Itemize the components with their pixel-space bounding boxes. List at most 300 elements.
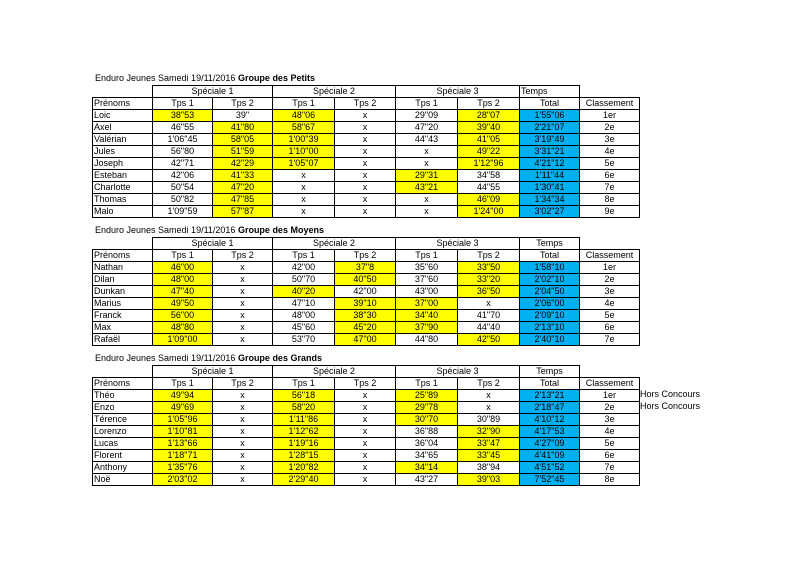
total-time-cell: 3'19"49 [520,134,580,146]
rank-cell: 5e [580,158,640,170]
stage-time-cell: 48"80 [153,322,213,334]
section-title-prefix: Enduro Jeunes Samedi 19/11/2016 [95,73,238,83]
hors-concours-note: Hors Concours [640,389,701,399]
stage-time-cell: 38"30 [335,310,396,322]
stage-time-cell: 35"60 [396,262,458,274]
stage-time-cell: x [335,194,396,206]
stage-time-cell: x [273,206,335,218]
hors-concours-note: Hors Concours [640,401,701,411]
stage-time-cell: x [335,158,396,170]
stage-time-cell: 36"04 [396,438,458,450]
stage-time-cell: 1'12"96 [458,158,520,170]
total-time-cell: 4'27"09 [520,438,580,450]
rank-cell: 6e [580,450,640,462]
stage-time-cell: 1'09"59 [153,206,213,218]
rider-name-cell: Enzo [93,402,153,414]
stage-time-cell: x [335,462,396,474]
stage-time-cell: 47"85 [213,194,273,206]
stage-time-cell: 47"20 [213,182,273,194]
table-row [93,462,640,474]
table-row [93,450,640,462]
stage-time-cell: 41"70 [458,310,520,322]
rider-name-cell: Nathan [93,262,153,274]
stage-time-cell: x [213,334,273,346]
stage-time-cell: x [335,402,396,414]
total-time-cell: 1'34"34 [520,194,580,206]
speciale-group-header: Spéciale 2 [273,238,396,250]
stage-time-cell: 2'03"02 [153,474,213,486]
stage-time-cell: 44"43 [396,134,458,146]
stage-time-cell: 1'06"45 [153,134,213,146]
rank-cell: 1er [580,390,640,402]
stage-time-cell: x [213,414,273,426]
stage-time-cell: 37"60 [396,274,458,286]
stage-time-cell: x [335,110,396,122]
rank-cell: 4e [580,426,640,438]
stage-time-cell: 1'28"15 [273,450,335,462]
column-header: Prénoms [93,250,153,262]
speciale-group-header: Spéciale 3 [396,366,520,378]
stage-time-cell: x [213,438,273,450]
header-spacer [93,86,153,98]
stage-time-cell: 39"10 [335,298,396,310]
stage-time-cell: x [396,194,458,206]
rank-cell: 4e [580,298,640,310]
stage-time-cell: 33"50 [458,262,520,274]
rank-cell: 8e [580,194,640,206]
section-title [95,225,495,235]
rank-cell: 1er [580,110,640,122]
total-time-cell: 1'55"06 [520,110,580,122]
stage-time-cell: 48"00 [273,310,335,322]
table-row [93,194,640,206]
stage-time-cell: 58"67 [273,122,335,134]
column-header: Tps 1 [273,250,335,262]
stage-time-cell: x [335,182,396,194]
stage-time-cell: 1'13"66 [153,438,213,450]
stage-time-cell: 48"06 [273,110,335,122]
rider-name-cell: Florent [93,450,153,462]
stage-time-cell: 44"55 [458,182,520,194]
rank-cell: 6e [580,170,640,182]
rider-name-cell: Thomas [93,194,153,206]
stage-time-cell: 39" [213,110,273,122]
rider-name-cell: Jules [93,146,153,158]
table-row [93,158,640,170]
total-time-cell: 2'40"10 [520,334,580,346]
header-spacer [93,366,153,378]
rank-cell: 2e [580,274,640,286]
total-time-cell: 4'51"52 [520,462,580,474]
stage-time-cell: 1'24"00 [458,206,520,218]
stage-time-cell: 47"40 [153,286,213,298]
rider-name-cell: Joseph [93,158,153,170]
stage-time-cell: 46"00 [153,262,213,274]
temps-group-header: Temps [520,366,580,378]
stage-time-cell: x [335,414,396,426]
column-header: Tps 1 [273,378,335,390]
stage-time-cell: 39"40 [458,122,520,134]
column-header: Tps 1 [396,250,458,262]
total-time-cell: 2'09"10 [520,310,580,322]
total-time-cell: 2'18"47 [520,402,580,414]
section-title-prefix: Enduro Jeunes Samedi 19/11/2016 [95,353,238,363]
column-header: Total [520,98,580,110]
column-header: Tps 2 [335,250,396,262]
rank-cell: 3e [580,286,640,298]
rider-name-cell: Max [93,322,153,334]
rank-cell: 3e [580,414,640,426]
stage-time-cell: 44"40 [458,322,520,334]
rider-name-cell: Valérian [93,134,153,146]
stage-time-cell: 28"07 [458,110,520,122]
stage-time-cell: 1'12"62 [273,426,335,438]
table-row [93,146,640,158]
total-time-cell: 3'02"27 [520,206,580,218]
stage-time-cell: x [273,170,335,182]
stage-time-cell: 29"78 [396,402,458,414]
total-time-cell: 4'21"12 [520,158,580,170]
column-header: Tps 1 [153,378,213,390]
total-time-cell: 1'30"41 [520,182,580,194]
stage-time-cell: 42"00 [335,286,396,298]
stage-time-cell: 36"50 [458,286,520,298]
stage-time-cell: 47"20 [396,122,458,134]
column-header: Tps 1 [153,250,213,262]
stage-time-cell: x [396,146,458,158]
stage-time-cell: x [335,122,396,134]
rank-cell: 3e [580,134,640,146]
total-time-cell: 2'21"07 [520,122,580,134]
stage-time-cell: 42"71 [153,158,213,170]
stage-time-cell: 51"59 [213,146,273,158]
stage-time-cell: 43"00 [396,286,458,298]
stage-time-cell: 38"94 [458,462,520,474]
column-header: Tps 2 [335,378,396,390]
column-header: Tps 2 [458,98,520,110]
stage-time-cell: x [213,310,273,322]
rider-name-cell: Marius [93,298,153,310]
stage-time-cell: x [458,390,520,402]
header-spacer [580,238,640,250]
speciale-group-header: Spéciale 1 [153,86,273,98]
column-header-row [93,98,640,110]
stage-time-cell: 34"40 [396,310,458,322]
table-row [93,298,640,310]
stage-time-cell: 47"00 [335,334,396,346]
table-row [93,134,640,146]
column-header: Tps 1 [273,98,335,110]
table-row [93,402,640,414]
rider-name-cell: Malo [93,206,153,218]
total-time-cell: 4'10"12 [520,414,580,426]
temps-group-header: Temps [520,238,580,250]
stage-time-cell: 37"8 [335,262,396,274]
rank-cell: 9e [580,206,640,218]
stage-time-cell: 43"21 [396,182,458,194]
stage-time-cell: 37"90 [396,322,458,334]
stage-time-cell: 50"54 [153,182,213,194]
stage-time-cell: 46"09 [458,194,520,206]
total-time-cell: 2'02"10 [520,274,580,286]
stage-time-cell: 30"70 [396,414,458,426]
rank-cell: 6e [580,322,640,334]
column-header-row [93,250,640,262]
stage-time-cell: x [213,274,273,286]
stage-time-cell: 49"50 [153,298,213,310]
total-time-cell: 2'04"50 [520,286,580,298]
rank-cell: 7e [580,462,640,474]
stage-time-cell: 58"05 [213,134,273,146]
column-header: Tps 2 [213,98,273,110]
total-time-cell: 2'06"00 [520,298,580,310]
rider-name-cell: Dilan [93,274,153,286]
stage-time-cell: 1'19"16 [273,438,335,450]
stage-time-cell: 42"50 [458,334,520,346]
column-header: Total [520,378,580,390]
column-header: Tps 2 [213,378,273,390]
stage-time-cell: 1'35"76 [153,462,213,474]
stage-time-cell: 58"20 [273,402,335,414]
stage-time-cell: x [213,474,273,486]
stage-time-cell: x [213,426,273,438]
stage-time-cell: 1'09"00 [153,334,213,346]
column-header: Tps 1 [396,98,458,110]
stage-time-cell: 49"22 [458,146,520,158]
stage-time-cell: x [458,298,520,310]
stage-time-cell: x [335,474,396,486]
column-header: Classement [580,378,640,390]
stage-time-cell: x [396,206,458,218]
section-title-group: Groupe des Grands [237,353,322,363]
stage-time-cell: x [213,390,273,402]
stage-time-cell: 38"53 [153,110,213,122]
stage-time-cell: 1'05"07 [273,158,335,170]
stage-time-cell: 41"05 [458,134,520,146]
header-spacer [93,238,153,250]
table-row [93,414,640,426]
rank-cell: 2e [580,402,640,414]
stage-time-cell: x [458,402,520,414]
speciale-group-header: Spéciale 2 [273,86,396,98]
stage-time-cell: 40"20 [273,286,335,298]
stage-time-cell: x [273,194,335,206]
rank-cell: 1er [580,262,640,274]
section-title-group: Groupe des Petits [237,73,315,83]
section-title [95,73,495,83]
stage-time-cell: 50"70 [273,274,335,286]
column-header: Prénoms [93,98,153,110]
speciale-group-header: Spéciale 1 [153,366,273,378]
stage-time-cell: 56"00 [153,310,213,322]
table-row [93,170,640,182]
temps-group-header: Temps [520,86,580,98]
rank-cell: 5e [580,438,640,450]
stage-time-cell: 41"80 [213,122,273,134]
total-time-cell: 2'13"21 [520,390,580,402]
rank-cell: 7e [580,334,640,346]
stage-time-cell: 1'10"00 [273,146,335,158]
stage-time-cell: x [213,462,273,474]
speciale-group-header: Spéciale 3 [396,238,520,250]
stage-time-cell: 53"70 [273,334,335,346]
table-row [93,438,640,450]
stage-time-cell: 1'20"82 [273,462,335,474]
stage-time-cell: x [213,262,273,274]
stage-time-cell: 46"55 [153,122,213,134]
stage-time-cell: x [335,134,396,146]
stage-time-cell: x [273,182,335,194]
total-time-cell: 7'52"45 [520,474,580,486]
stage-time-cell: 45"20 [335,322,396,334]
column-header: Tps 1 [153,98,213,110]
section-title-group: Groupe des Moyens [237,225,324,235]
stage-time-cell: x [213,298,273,310]
stage-time-cell: 29"31 [396,170,458,182]
stage-time-cell: 42"29 [213,158,273,170]
total-time-cell: 4'41"09 [520,450,580,462]
stage-time-cell: x [213,402,273,414]
rider-name-cell: Loic [93,110,153,122]
column-header: Tps 2 [458,250,520,262]
table-row [93,110,640,122]
results-table [92,85,640,218]
stage-time-cell: x [213,450,273,462]
stage-time-cell: 42"00 [273,262,335,274]
table-row [93,390,640,402]
total-time-cell: 1'11"44 [520,170,580,182]
table-row [93,474,640,486]
stage-time-cell: 1'00"39 [273,134,335,146]
rank-cell: 5e [580,310,640,322]
stage-time-cell: 49"94 [153,390,213,402]
speciale-group-header: Spéciale 1 [153,238,273,250]
stage-time-cell: x [396,158,458,170]
table-row [93,286,640,298]
table-row [93,182,640,194]
stage-time-cell: 29"09 [396,110,458,122]
group-header-row [93,238,640,250]
rank-cell: 4e [580,146,640,158]
stage-time-cell: 37"00 [396,298,458,310]
results-table [92,365,640,486]
column-header: Tps 2 [458,378,520,390]
stage-time-cell: 40"50 [335,274,396,286]
speciale-group-header: Spéciale 2 [273,366,396,378]
section-title-prefix: Enduro Jeunes Samedi 19/11/2016 [95,225,238,235]
stage-time-cell: 57"87 [213,206,273,218]
stage-time-cell: 1'11"86 [273,414,335,426]
stage-time-cell: 50"82 [153,194,213,206]
table-row [93,322,640,334]
table-row [93,206,640,218]
rank-cell: 2e [580,122,640,134]
total-time-cell: 3'31"21 [520,146,580,158]
total-time-cell: 2'13"10 [520,322,580,334]
table-row [93,310,640,322]
column-header: Prénoms [93,378,153,390]
stage-time-cell: x [213,322,273,334]
stage-time-cell: 48"00 [153,274,213,286]
stage-time-cell: 25"89 [396,390,458,402]
stage-time-cell: 45"60 [273,322,335,334]
total-time-cell: 4'17"53 [520,426,580,438]
rider-name-cell: Lorenzo [93,426,153,438]
column-header: Classement [580,250,640,262]
stage-time-cell: x [335,390,396,402]
rank-cell: 8e [580,474,640,486]
stage-time-cell: 1'18"71 [153,450,213,462]
total-time-cell: 1'58"10 [520,262,580,274]
rider-name-cell: Anthony [93,462,153,474]
stage-time-cell: x [335,426,396,438]
stage-time-cell: 2'29"40 [273,474,335,486]
rider-name-cell: Axel [93,122,153,134]
rider-name-cell: Rafaël [93,334,153,346]
stage-time-cell: x [335,206,396,218]
stage-time-cell: 30"89 [458,414,520,426]
stage-time-cell: 33"20 [458,274,520,286]
section-title [95,353,495,363]
stage-time-cell: 33"45 [458,450,520,462]
rank-cell: 7e [580,182,640,194]
column-header-row [93,378,640,390]
stage-time-cell: x [335,146,396,158]
stage-time-cell: 43"27 [396,474,458,486]
stage-time-cell: x [213,286,273,298]
table-row [93,334,640,346]
speciale-group-header: Spéciale 3 [396,86,520,98]
table-row [93,274,640,286]
stage-time-cell: x [335,450,396,462]
rider-name-cell: Charlotte [93,182,153,194]
rider-name-cell: Térence [93,414,153,426]
column-header: Classement [580,98,640,110]
stage-time-cell: 34"65 [396,450,458,462]
stage-time-cell: 39"03 [458,474,520,486]
group-header-row [93,366,640,378]
table-row [93,122,640,134]
header-spacer [580,366,640,378]
stage-time-cell: 1'05"96 [153,414,213,426]
stage-time-cell: x [335,170,396,182]
rider-name-cell: Noë [93,474,153,486]
stage-time-cell: 56"18 [273,390,335,402]
stage-time-cell: 34"58 [458,170,520,182]
column-header: Total [520,250,580,262]
stage-time-cell: 47"10 [273,298,335,310]
stage-time-cell: 33"47 [458,438,520,450]
stage-time-cell: 49"69 [153,402,213,414]
rider-name-cell: Dunkan [93,286,153,298]
header-spacer [580,86,640,98]
stage-time-cell: 42"06 [153,170,213,182]
stage-time-cell: 56"80 [153,146,213,158]
stage-time-cell: x [335,438,396,450]
group-header-row [93,86,640,98]
column-header: Tps 2 [213,250,273,262]
stage-time-cell: 36"88 [396,426,458,438]
rider-name-cell: Esteban [93,170,153,182]
results-table [92,237,640,346]
rider-name-cell: Théo [93,390,153,402]
stage-time-cell: 34"14 [396,462,458,474]
column-header: Tps 1 [396,378,458,390]
stage-time-cell: 41"33 [213,170,273,182]
table-row [93,262,640,274]
rider-name-cell: Franck [93,310,153,322]
stage-time-cell: 44"80 [396,334,458,346]
